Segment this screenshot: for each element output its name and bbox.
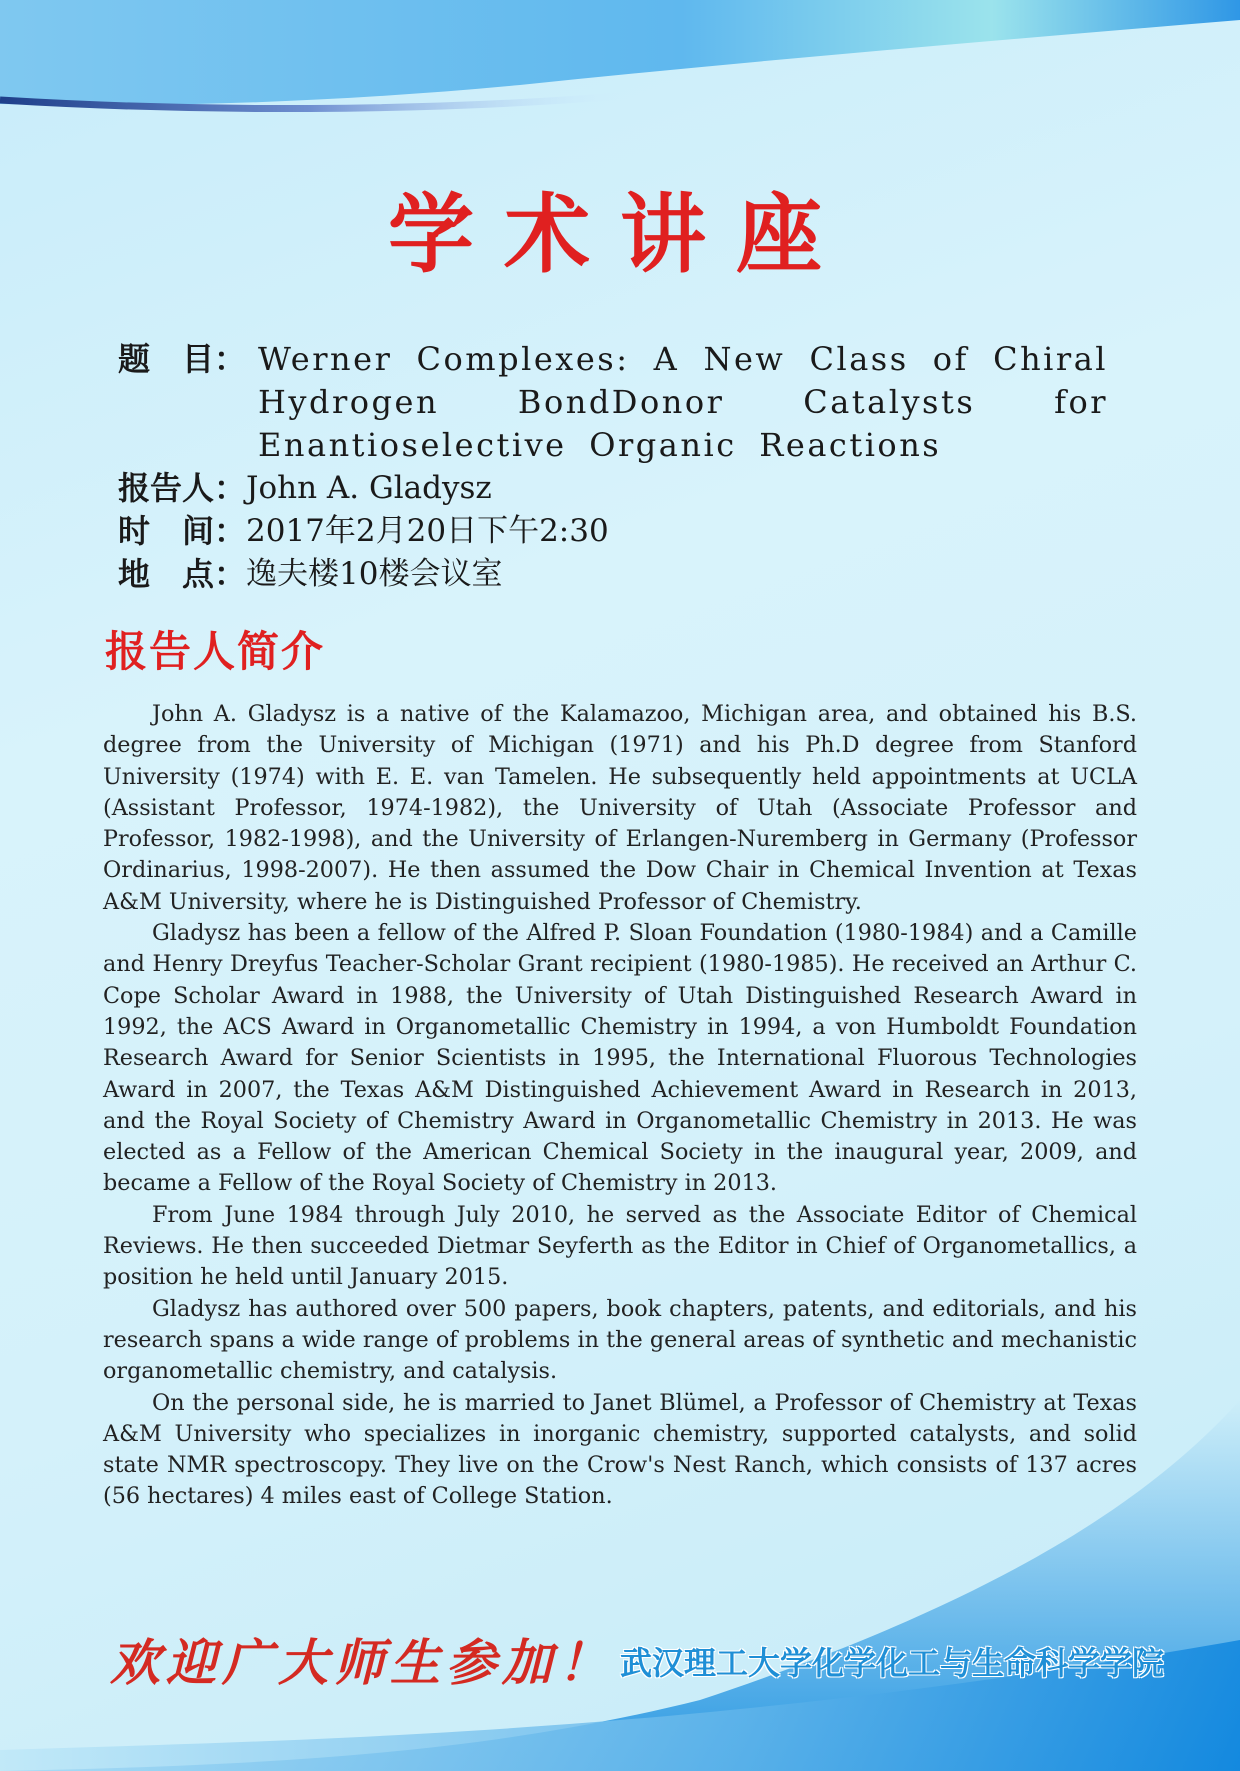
lecture-info (118, 338, 1138, 596)
time-value: 2017年2月20日下午2:30 (246, 513, 609, 549)
speaker-bio (103, 699, 1137, 1513)
speaker-row (118, 467, 1138, 510)
bio-heading: 报告人简介 (105, 627, 326, 676)
speaker-value: John A. Gladysz (246, 470, 492, 506)
school-name: 武汉理工大学化学化工与生命科学学院 (620, 1644, 1165, 1682)
place-value: 逸夫楼10楼会议室 (246, 556, 503, 592)
bio-paragraph: On the personal side, he is married to Janet Blümel, a Professor of Chemistry at Texas A&M University who specializes in inorganic chemistry, supported catalysts, and solid state NMR spectroscopy. They live on the Crow's Nest Ranch, which consists of 137 acres (56 hectares) 4 miles east of College Station. (103, 1389, 1137, 1510)
poster-title: 学术讲座 (388, 185, 852, 285)
topic-row (118, 338, 1138, 467)
bio-paragraph: John A. Gladysz is a native of the Kalamazoo, Michigan area, and obtained his B.S. degree from the University of Michigan (1971) and his Ph.D degree from Stanford University (1974) with E. E. van Tamelen. He subsequently held appointments at UCLA (Assistant Professor, 1974-1982), the University of Utah (Associate Professor and Professor, 1982-1998), and the University of Erlangen-Nuremberg in Germany (Professor Ordinarius, 1998-2007). He then assumed the Dow Chair in Chemical Invention at Texas A&M University, where he is Distinguished Professor of Chemistry. (103, 701, 1137, 915)
time-label: 时 间： (118, 512, 247, 550)
welcome-slogan: 欢迎广大师生参加！ (110, 1633, 614, 1692)
bio-paragraph: Gladysz has been a fellow of the Alfred P. Sloan Foundation (1980-1984) and a Camille and Henry Dreyfus Teacher-Scholar Grant recipient (1980-1985). He received an Arthur C. Cope Scholar Award in 1988, the University of Utah Distinguished Research Award in 1992, the ACS Award in Organometallic Chemistry in 1994, a von Humboldt Foundation Research Award for Senior Scientists in 1995, the International Fluorous Technologies Award in 2007, the Texas A&M Distinguished Achievement Award in Research in 2013, and the Royal Society of Chemistry Award in Organometallic Chemistry in 2013. He was elected as a Fellow of the American Chemical Society in the inaugural year, 2009, and became a Fellow of the Royal Society of Chemistry in 2013. (103, 920, 1137, 1197)
place-row (118, 553, 1138, 596)
topic-value: Werner Complexes: A New Class of Chiral Hydrogen BondDonor Catalysts for Enantioselective Organic Reactions (258, 340, 1109, 464)
bio-paragraph: From June 1984 through July 2010, he served as the Associate Editor of Chemical Reviews. He then succeeded Dietmar Seyferth as the Editor in Chief of Organometallics, a position he held until January 2015. (103, 1201, 1137, 1291)
topic-label: 题 目： (118, 340, 247, 378)
bio-paragraph: Gladysz has authored over 500 papers, book chapters, patents, and editorials, and his research spans a wide range of problems in the general areas of synthetic and mechanistic organometallic chemistry, and catalysis. (103, 1295, 1137, 1385)
place-label: 地 点： (118, 555, 247, 593)
time-row (118, 510, 1138, 553)
speaker-label: 报告人： (118, 469, 247, 507)
